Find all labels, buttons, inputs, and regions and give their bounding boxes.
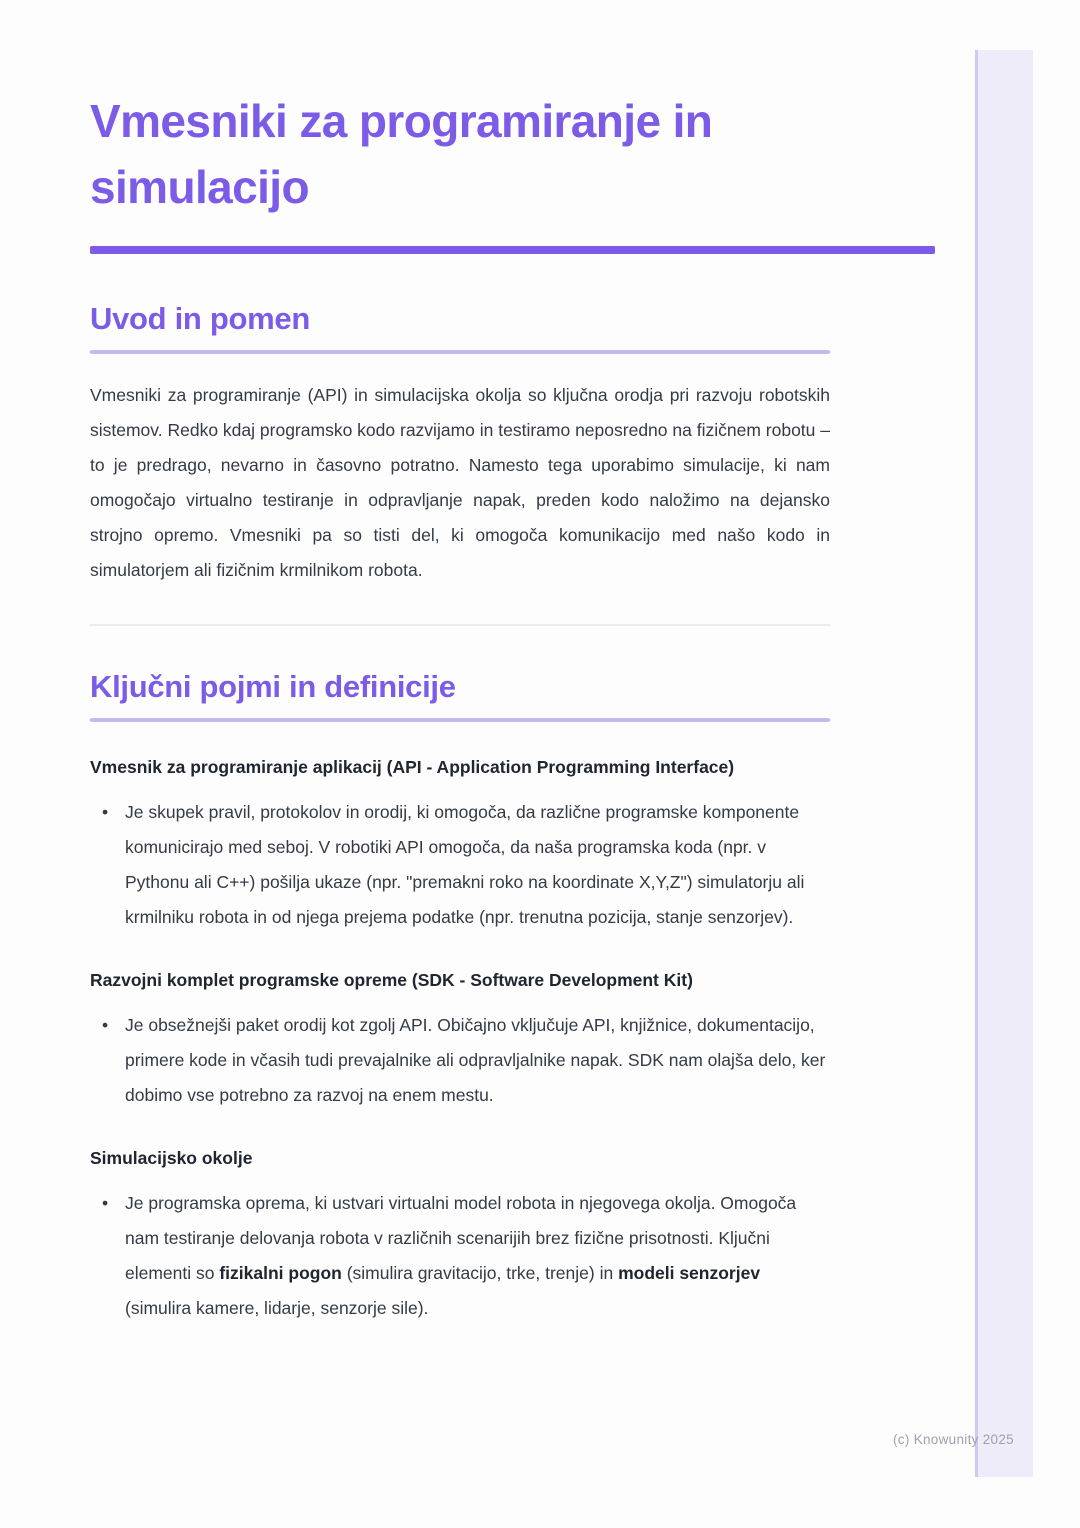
footer-copyright: (c) Knowunity 2025 <box>893 1432 1014 1447</box>
bullet-item: • Je skupek pravil, protokolov in orodij, ki omogoča, da različne programske komponente komunicirajo med seboj. V robotiki API omogoča, da naša programska koda (npr. v Pythonu ali C++) pošilja ukaze (npr. "premakni roko na koordinate X,Y,Z") simulatorju ali krmilniku robota in od njega prejema podatke (npr. trenutna pozicija, stanje senzorjev). <box>90 795 830 935</box>
bullet-item <box>90 1186 830 1326</box>
intro-paragraph: Vmesniki za programiranje (API) in simulacijska okolja so ključna orodja pri razvoju robotskih sistemov. Redko kdaj programsko kodo razvijamo in testiramo neposredno na fizičnem robotu – to je predrago, nevarno in časovno potratno. Namesto tega uporabimo simulacije, ki nam omogočajo virtualno testiranje in odpravljanje napak, preden kodo naložimo na dejansko strojno opremo. Vmesniki pa so tisti del, ki omogoča komunikacijo med našo kodo in simulatorjem ali fizičnim krmilnikom robota. <box>90 385 830 580</box>
bullet-text-segment: Je programska oprema, ki ustvari virtualni model robota in njegovega okolja. Omogoča nam testiranje delovanja robota v različnih scenarijih brez fizične prisotnosti. Ključni elementi so <box>125 1193 797 1283</box>
side-accent-strip <box>975 50 1033 1477</box>
bullet-bold-sensor-models: modeli senzorjev <box>618 1263 761 1283</box>
section-underline <box>90 350 830 354</box>
bullet-text-segment: (simulira gravitacijo, trke, trenje) in <box>341 1263 619 1283</box>
section-heading-intro: Uvod in pomen <box>90 301 310 336</box>
title-rule <box>90 246 935 254</box>
page-content <box>90 0 830 1326</box>
bullet-list-sdk <box>90 1008 830 1113</box>
bullet-text-segment: (simulira kamere, lidarje, senzorje sile). <box>125 1298 429 1318</box>
term-heading-simulation: Simulacijsko okolje <box>90 1148 253 1168</box>
term-heading-sdk: Razvojni komplet programske opreme (SDK - Software Development Kit) <box>90 970 693 990</box>
section-heading-key-terms: Ključni pojmi in definicije <box>90 669 456 704</box>
bullet-list-api <box>90 795 830 935</box>
bullet-list-simulation <box>90 1186 830 1326</box>
section-divider <box>90 624 830 626</box>
page-title: Vmesniki za programiranje in simulacijo <box>90 95 713 213</box>
section-key-terms <box>90 668 830 1326</box>
section-intro <box>90 300 830 588</box>
bullet-bold-physics-engine: fizikalni pogon <box>219 1263 342 1283</box>
bullet-item: • Je obsežnejši paket orodij kot zgolj API. Običajno vključuje API, knjižnice, dokumentacijo, primere kode in včasih tudi prevajalnike ali odpravljalnike napak. SDK nam olajša delo, ker dobimo vse potrebno za razvoj na enem mestu. <box>90 1008 830 1113</box>
section-underline <box>90 718 830 722</box>
term-heading-api: Vmesnik za programiranje aplikacij (API - Application Programming Interface) <box>90 757 735 777</box>
